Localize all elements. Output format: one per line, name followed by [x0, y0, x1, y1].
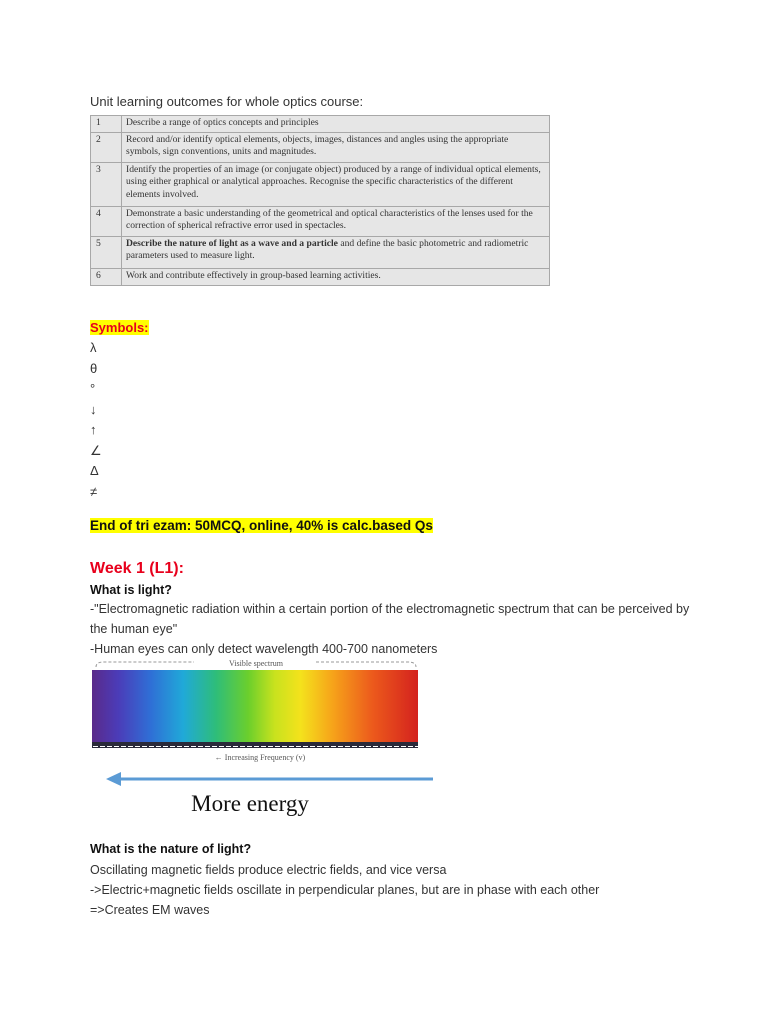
table-row: [91, 237, 550, 269]
wavelength-note: -Human eyes can only detect wavelength 400-700 nanometers: [90, 642, 438, 656]
energy-arrow-head: [106, 772, 121, 786]
frequency-label: ← Increasing Frequency (v): [214, 753, 306, 762]
nature-of-light-notes: [90, 860, 690, 920]
symbol-up-arrow: ↑: [90, 422, 97, 437]
symbol-down-arrow: ↓: [90, 401, 97, 417]
table-row: [91, 133, 550, 163]
nature-line: Oscillating magnetic fields produce electric fields, and vice versa: [90, 863, 447, 877]
spectrum-tick-marks: [92, 743, 418, 747]
outcome-text: Identify the properties of an image (or conjugate object) produced by a range of individual optical elements, using either graphical or analytical approaches. Recognise the specific characteristics of the different elements involved.: [122, 163, 550, 207]
exam-note: End of tri ezam: 50MCQ, online, 40% is calc.based Qs: [90, 518, 433, 533]
table-row: [91, 207, 550, 237]
symbol-lambda: λ: [90, 340, 97, 355]
table-row: [91, 116, 550, 133]
nature-line: =>Creates EM waves: [90, 903, 210, 917]
table-row: [91, 269, 550, 286]
spectrum-gradient-bar: [92, 670, 418, 743]
outcome-bold-text: Describe the nature of light as a wave and a particle: [126, 238, 338, 249]
outcome-number: 3: [91, 163, 122, 207]
visible-spectrum-label: Visible spectrum: [229, 659, 283, 668]
symbol-theta: θ: [90, 360, 98, 376]
nature-line: ->Electric+magnetic fields oscillate in perpendicular planes, but are in phase with each other: [90, 883, 600, 897]
outcome-number: 1: [91, 116, 122, 133]
visible-spectrum-figure: [90, 658, 434, 822]
outcome-text: Demonstrate a basic understanding of the geometrical and optical characteristics of the lenses used for the correction of spherical refractive error used in spectacles.: [122, 207, 550, 237]
question-nature-of-light: What is the nature of light?: [90, 842, 252, 856]
outcome-text: Describe a range of optics concepts and principles: [122, 116, 550, 133]
symbol-angle: ∠: [90, 442, 102, 458]
light-definition: -"Electromagnetic radiation within a certain portion of the electromagnetic spectrum that can be perceived by the human eye": [90, 602, 690, 636]
table-row: [91, 163, 550, 207]
visible-spectrum-bracket-right: [316, 662, 416, 667]
week-heading: Week 1 (L1):: [90, 560, 184, 577]
outcome-rest-text: and define the basic photometric and radiometric parameters used to measure light.: [126, 238, 529, 262]
outcome-number: 4: [91, 207, 122, 237]
symbol-degree: °: [90, 381, 96, 396]
visible-spectrum-bracket-left: [96, 662, 194, 667]
learning-outcomes-table: [90, 115, 550, 286]
outcome-number: 5: [91, 237, 122, 269]
symbols-heading: Symbols:: [90, 320, 149, 335]
outcomes-intro: Unit learning outcomes for whole optics course:: [90, 94, 364, 109]
outcome-text: Work and contribute effectively in group-based learning activities.: [122, 269, 550, 286]
outcome-text: [122, 237, 550, 269]
outcome-number: 2: [91, 133, 122, 163]
symbol-not-equal: ≠: [90, 483, 98, 499]
question-what-is-light: What is light?: [90, 583, 172, 597]
symbol-delta: Δ: [90, 463, 99, 478]
more-energy-label: More energy: [191, 791, 309, 816]
outcome-number: 6: [91, 269, 122, 286]
outcome-text: Record and/or identify optical elements, objects, images, distances and angles using the appropriate symbols, sign conventions, units and magnitudes.: [122, 133, 550, 163]
symbols-list: [90, 338, 102, 502]
